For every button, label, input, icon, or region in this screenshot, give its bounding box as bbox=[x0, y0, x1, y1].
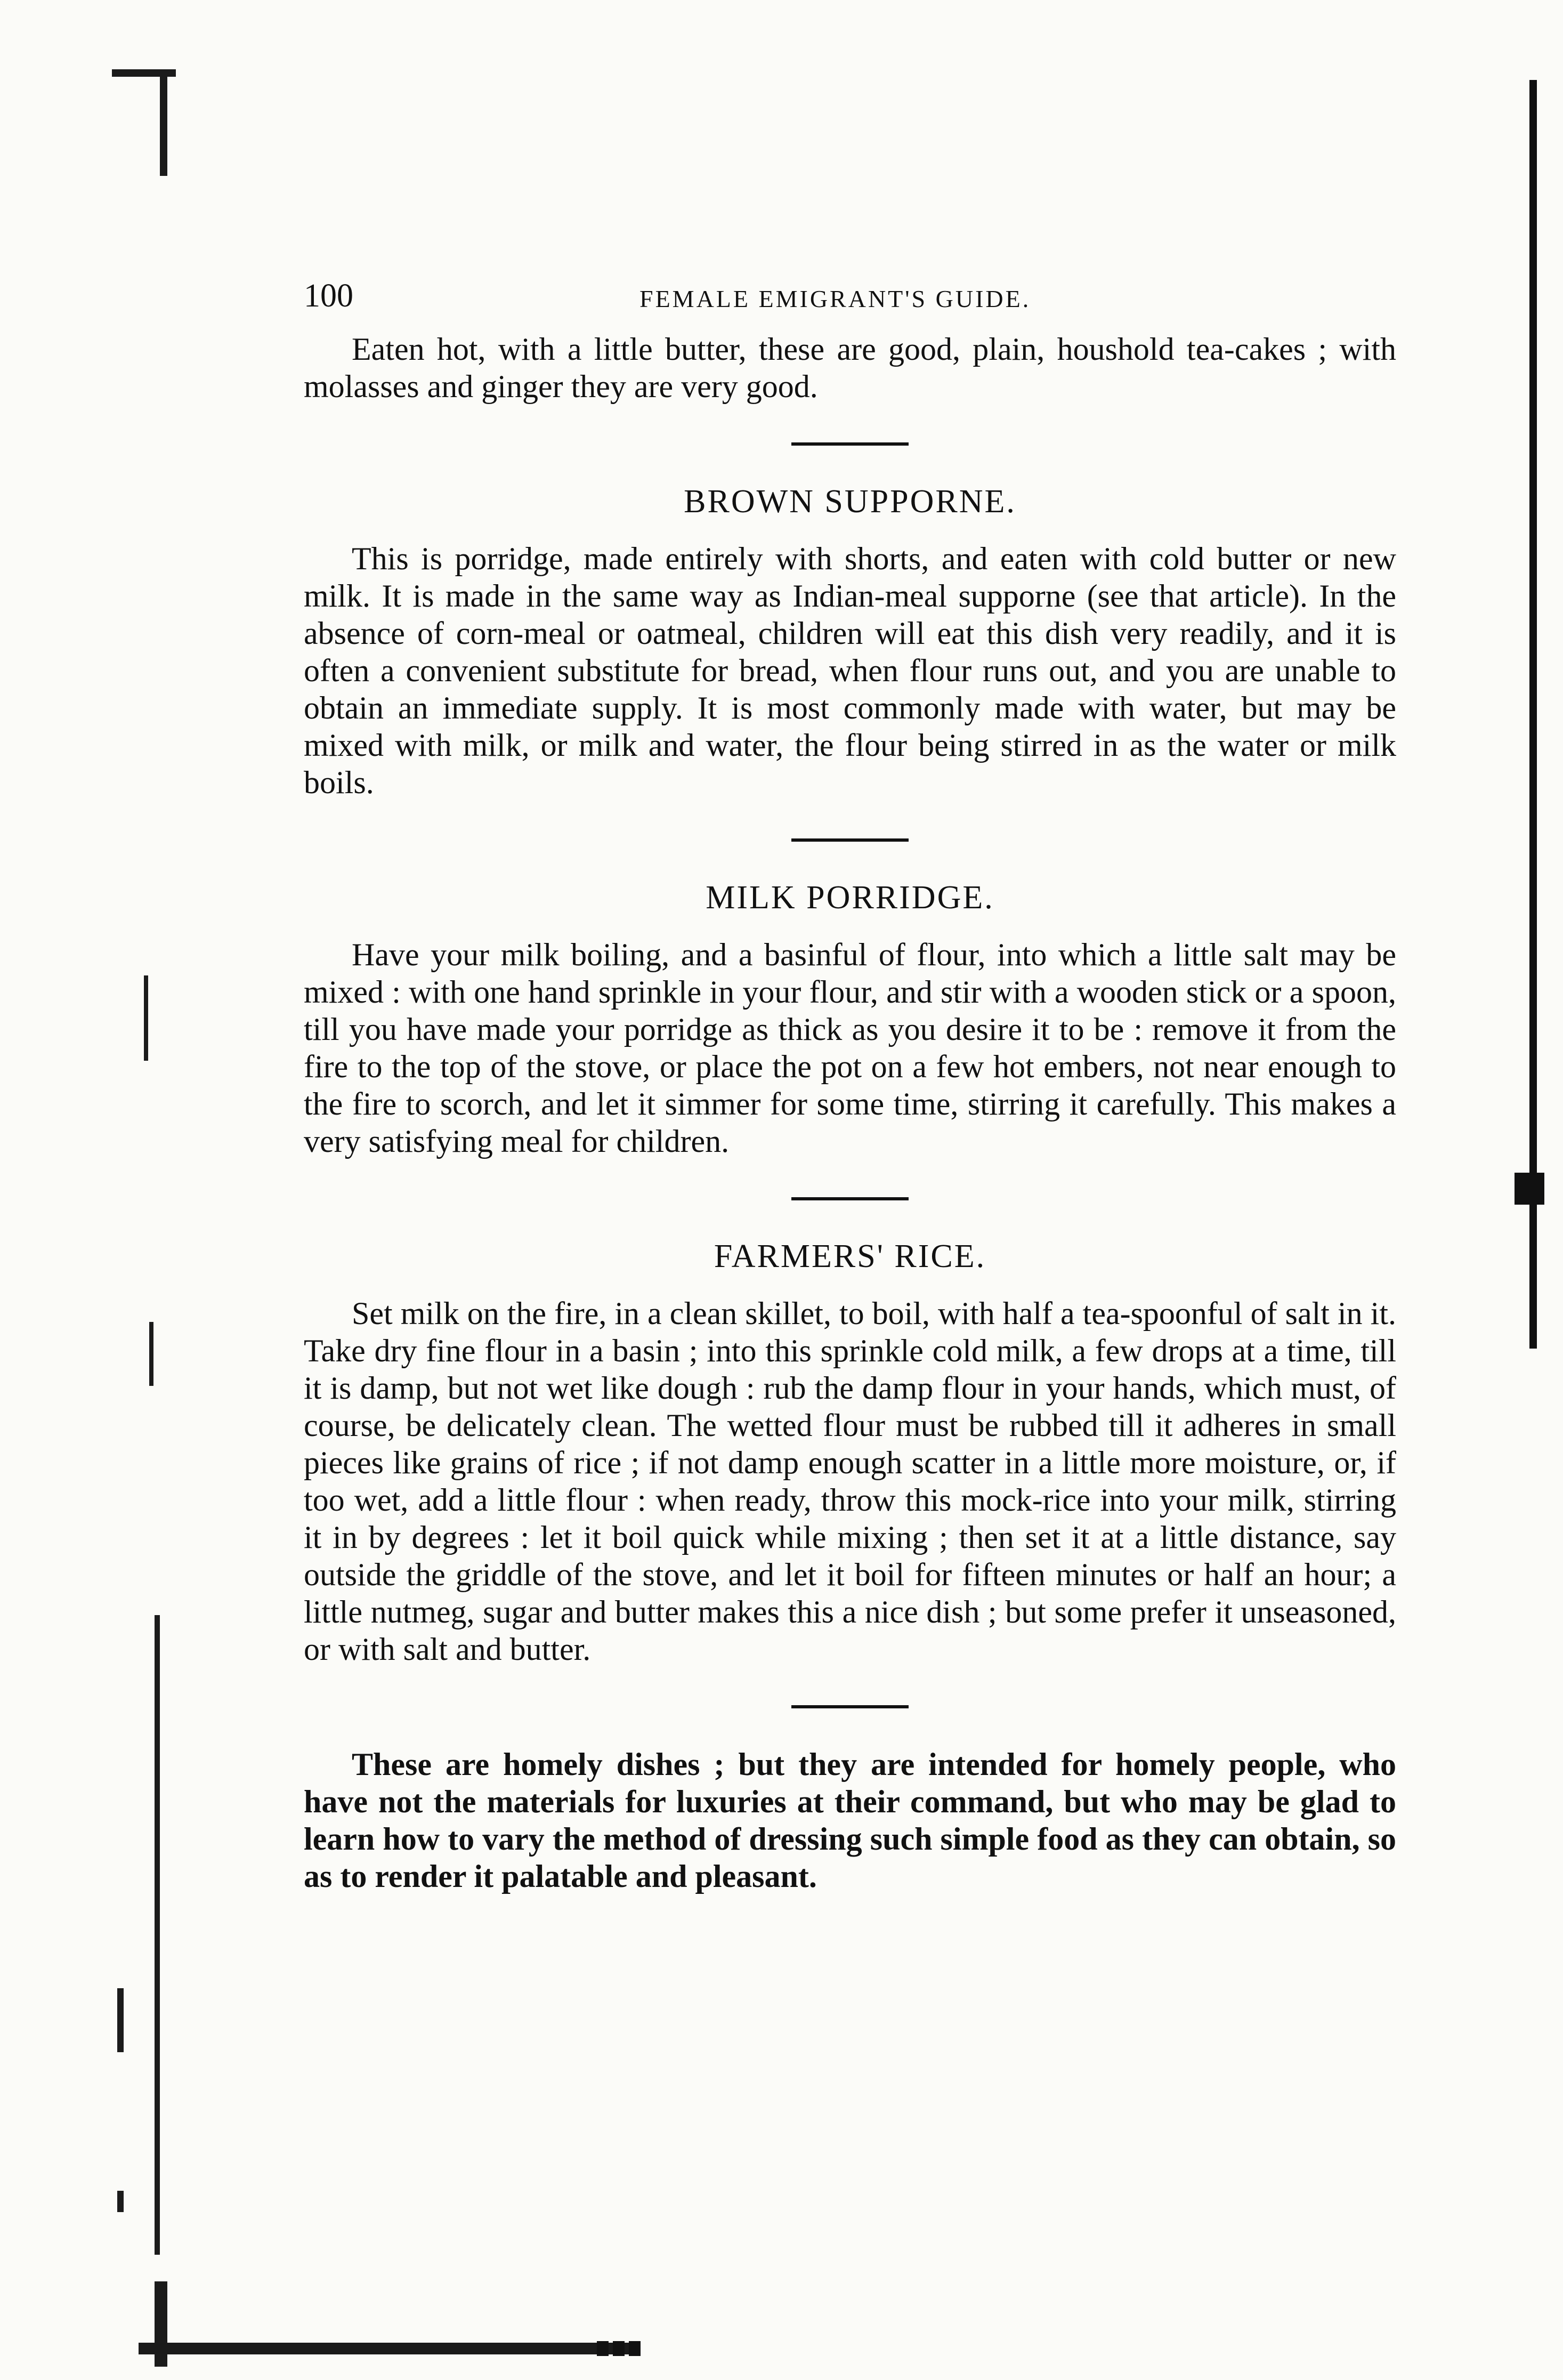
left-binding-edge bbox=[112, 69, 171, 2324]
bottom-scan-block bbox=[613, 2341, 625, 2356]
closing-paragraph: These are homely dishes ; but they are intended for homely people, who have not the materials for luxuries at their command, but who may be glad to learn how to vary the method of dressing such simple food as they can obtain, so as to render it palatable and pleasant. bbox=[304, 1747, 1396, 1894]
page-header bbox=[304, 277, 1396, 330]
section-title-brown-supporne: BROWN SUPPORNE. bbox=[684, 483, 1016, 520]
right-binding-notch bbox=[1515, 1173, 1544, 1205]
intro-paragraph: Eaten hot, with a little butter, these are good, plain, houshold tea-cakes ; with molasses and ginger they are very good. bbox=[304, 332, 1396, 404]
section-body-farmers-rice: Set milk on the fire, in a clean skillet, to boil, with half a tea-spoonful of salt in it. Take dry fine flour in a basin ; into this sprinkle cold milk, a few drops at a time, till it is damp, but not wet like dough : rub the damp flour in your hands, which must, of course, be delicately clean. The wetted flour must be rubbed till it adheres in small pieces like grains of rice ; if not damp enough scatter in a little more moisture, or, if too wet, add a little flour : when ready, throw this mock-rice into your milk, stirring it in by degrees : let it boil quick while mixing ; then set it at a little distance, say outside the griddle of the stove, and let it boil for fifteen minutes or half an hour; a little nutmeg, sugar and butter makes this a nice dish ; but some prefer it unseasoned, or with salt and butter. bbox=[304, 1296, 1396, 1667]
section-title-farmers-rice: FARMERS' RICE. bbox=[714, 1238, 986, 1274]
section-divider bbox=[791, 1705, 909, 1708]
page-content bbox=[304, 277, 1396, 1895]
section-divider bbox=[791, 1197, 909, 1200]
section-divider bbox=[791, 838, 909, 842]
right-binding-edge bbox=[1529, 80, 1537, 1349]
bottom-scan-block bbox=[629, 2341, 641, 2356]
bottom-scan-bar bbox=[139, 2343, 629, 2354]
section-body-milk-porridge: Have your milk boiling, and a basinful of flour, into which a little salt may be mixed : with one hand sprinkle in your flour, and stir with a wooden stick or a spoon, till you have made your porridge as thick as you desire it to be : remove it from the fire to the top of the stove, or place the pot on a few hot embers, not near enough to the fire to scorch, and let it simmer for some time, stirring it carefully. This makes a very satisfying meal for children. bbox=[304, 937, 1396, 1159]
bottom-scan-block bbox=[597, 2341, 609, 2356]
section-body-brown-supporne: This is porridge, made entirely with shorts, and eaten with cold butter or new milk. It is made in the same way as Indian-meal supporne (see that article). In the absence of corn-meal or oatmeal, children will eat this dish very readily, and it is often a convenient substitute for bread, when flour runs out, and you are unable to obtain an immediate supply. It is most commonly made with water, but may be mixed with milk, or milk and water, the flour being stirred in as the water or milk boils. bbox=[304, 541, 1396, 800]
section-divider bbox=[791, 442, 909, 446]
section-title-milk-porridge: MILK PORRIDGE. bbox=[706, 880, 994, 916]
running-title: FEMALE EMIGRANT'S GUIDE. bbox=[639, 285, 1031, 312]
page-number: 100 bbox=[304, 278, 353, 314]
